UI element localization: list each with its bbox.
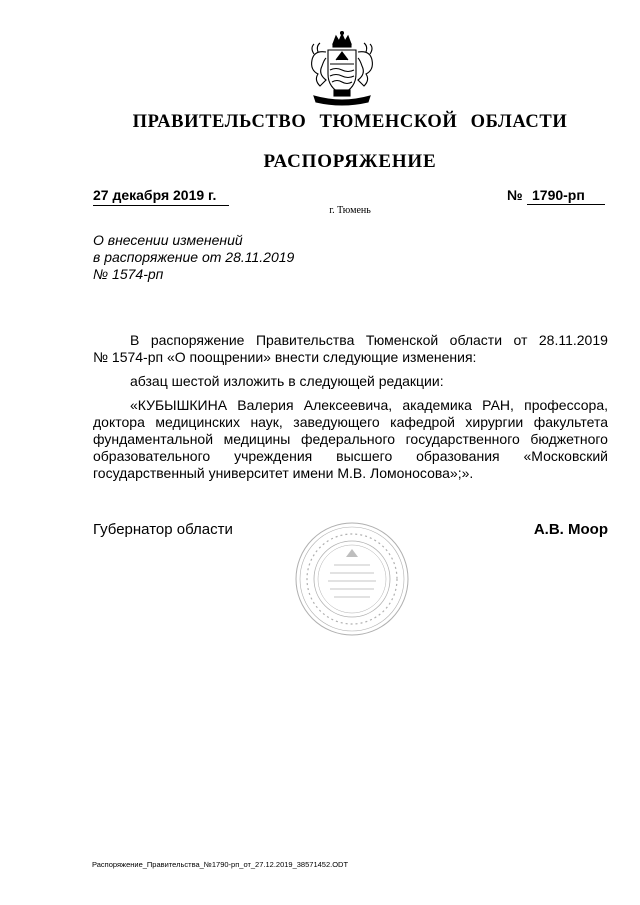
paragraph-3-line-3 (93, 431, 608, 448)
paragraph-1-line-1 (93, 332, 608, 349)
word: от (513, 332, 528, 348)
word: профессора, (524, 397, 608, 413)
word: фундаментальной (93, 431, 214, 447)
government-name-word: ПРАВИТЕЛЬСТВО (132, 112, 307, 132)
number-sign: № (507, 187, 523, 203)
document-date: 27 декабря 2019 г. (93, 187, 229, 206)
word: государственного (405, 431, 520, 447)
word: Алексеевича, (303, 397, 393, 413)
paragraph-3-line-4 (93, 448, 608, 465)
subject-line: в распоряжение от 28.11.2019 (93, 249, 295, 265)
word: высшего (336, 448, 393, 464)
word: Тюменской (365, 332, 439, 348)
word: В (130, 332, 140, 348)
word: доктора (93, 414, 145, 430)
word: области (449, 332, 503, 348)
paragraph-3-line-2 (93, 414, 608, 431)
paragraph-3-line-5: государственный университет имени М.В. Ломоносова»;». (93, 465, 474, 481)
word: Валерия (237, 397, 294, 413)
word: хирургии (465, 414, 524, 430)
document-type-title: РАСПОРЯЖЕНИЕ (263, 151, 437, 172)
word: 28.11.2019 (538, 332, 608, 348)
word: факультета (533, 414, 608, 430)
word: академика (402, 397, 472, 413)
word: медицинских (155, 414, 240, 430)
document-number: 1790-рп (527, 187, 605, 205)
signer-title: Губернатор области (93, 521, 233, 538)
word: кафедрой (390, 414, 455, 430)
word: «Московский (523, 448, 608, 464)
paragraph-2: абзац шестой изложить в следующей редакции: (130, 373, 444, 389)
subject-line: № 1574-рп (93, 266, 164, 282)
word: учреждения (234, 448, 313, 464)
government-name-word: ОБЛАСТИ (470, 112, 568, 132)
official-seal-stamp (294, 521, 410, 637)
document-body (93, 332, 608, 482)
signer-name: А.В. Моор (533, 521, 608, 538)
word: медицины (223, 431, 291, 447)
word: Правительства (255, 332, 355, 348)
file-footer: Распоряжение_Правительства_№1790-рп_от_27.12.2019_38571452.ODT (92, 860, 349, 869)
government-name-word: ТЮМЕНСКОЙ (319, 112, 458, 132)
coat-of-arms-emblem (304, 30, 380, 108)
word: РАН, (482, 397, 514, 413)
word: образования (416, 448, 500, 464)
paragraph-3-line-1 (93, 397, 608, 414)
subject-line: О внесении изменений (93, 232, 243, 248)
city-label: г. Тюмень (329, 205, 371, 216)
word: наук, (250, 414, 283, 430)
paragraph-1-line-2: № 1574-рп «О поощрении» внести следующие изменения: (93, 349, 477, 365)
word: бюджетного (530, 431, 608, 447)
government-name (80, 112, 620, 133)
document-subject (93, 232, 353, 283)
word: распоряжение (150, 332, 245, 348)
word: заведующего (293, 414, 380, 430)
word: «КУБЫШКИНА (130, 397, 228, 413)
word: федерального (300, 431, 396, 447)
word: образовательного (93, 448, 211, 464)
